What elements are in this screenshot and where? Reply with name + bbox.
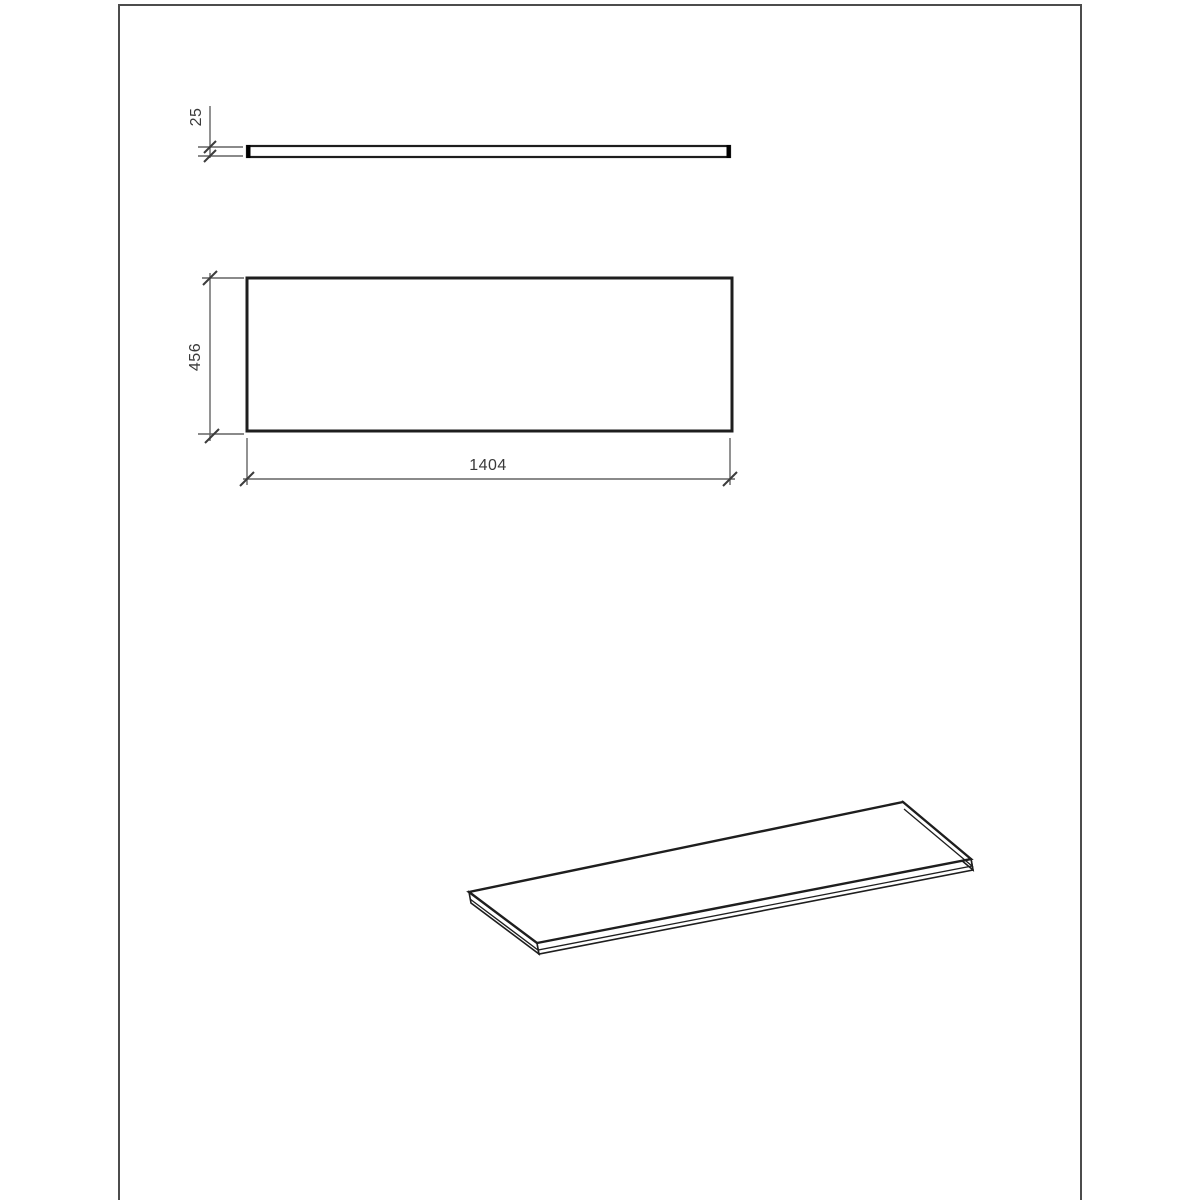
page-frame bbox=[119, 5, 1081, 1200]
width-dimension-label: 1404 bbox=[469, 457, 507, 474]
front-elevation-view bbox=[247, 278, 732, 431]
side-profile-view bbox=[247, 145, 730, 158]
thickness-dimension-label: 25 bbox=[188, 107, 205, 127]
height-tick-marks bbox=[203, 271, 219, 443]
isometric-view bbox=[469, 802, 973, 954]
iso-top-face bbox=[469, 802, 971, 943]
height-dimension-label: 456 bbox=[187, 342, 204, 372]
